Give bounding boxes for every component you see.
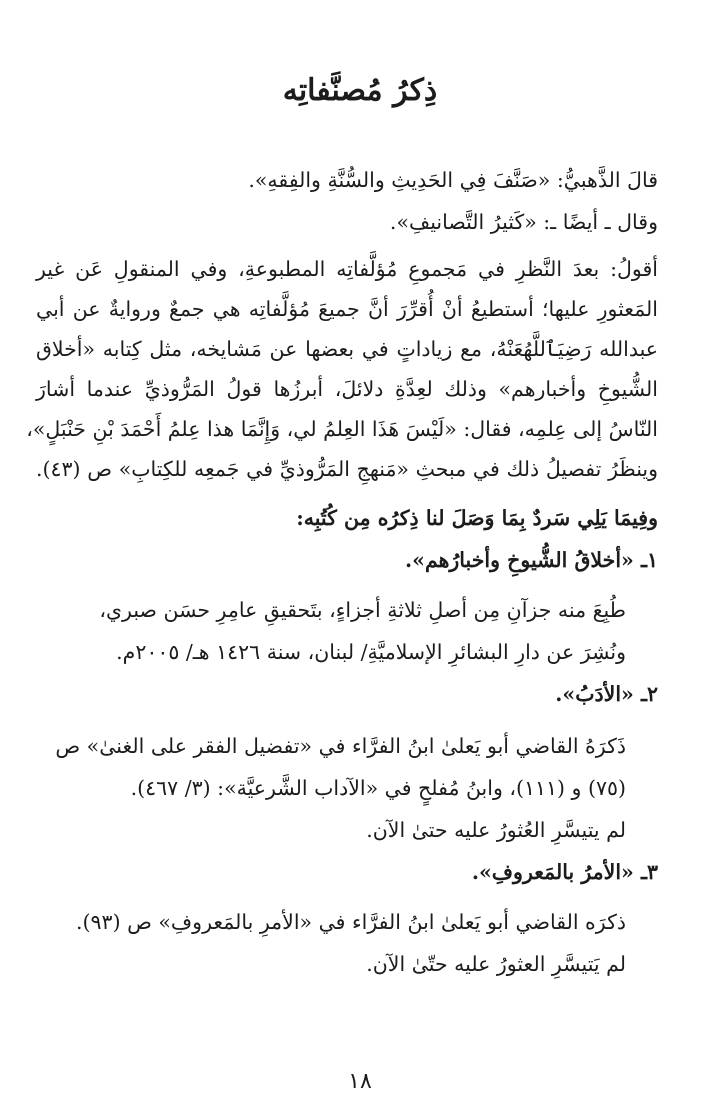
book-title-3: ٣ـ «الأمرُ بالمَعروفِ». [471,860,658,884]
text-line: أقولُ: بعدَ النَّظرِ في مَجموعِ مُؤلَّفاتِه المطبوعةِ، وفي المنقولِ عَن غير [36,257,658,281]
text-line: ذَكرَهُ القاضي أبو يَعلىٰ ابنُ الفرَّاء في «تفضيل الفقر على الغنىٰ» ص [55,734,626,758]
text-line: طُبِعَ منه جزآنِ مِن أصلِ ثلاثةِ أجزاءٍ، بتَحقيقِ عامِرِ حسَن صبري، [99,598,626,622]
text-line: النّاسُ إلى عِلمِه، فقال: «لَيْسَ هَذَا العِلمُ لي، وَإِنَّمَا هذا عِلمُ أَحْمَدَ بْنِ حَنْبَلٍ»، [26,417,658,441]
book-title-2: ٢ـ «الأدَبُ». [555,682,658,706]
text-line: (٧٥) و (١١١)، وابنُ مُفلحٍ في «الآداب الشَّرعيَّة»: (٣/ ٤٦٧). [130,776,626,800]
text-line: لم يَتيسَّرِ العثورُ عليه حتّىٰ الآن. [366,952,626,976]
text-line: عبدالله رَضِيَٱللَّهُعَنْهُ، مع زياداتٍ في بعضها عن مَشايخه، مثل كِتابه «أخلاق [36,337,658,361]
text-line: ونُشِرَ عن دارِ البشائرِ الإسلاميَّةِ/ لبنان، سنة ١٤٢٦ هـ/ ٢٠٠٥م. [116,640,626,664]
text-line: وينظَرُ تفصيلُ ذلك في مبحثِ «مَنهجِ المَرُّوذيِّ في جَمعِه للكِتابِ» ص (٤٣). [36,457,658,481]
page-number: ١٨ [348,1069,372,1094]
book-title-1: ١ـ «أخلاقُ الشُّيوخِ وأخبارُهم». [405,548,658,572]
text-line: ذكرَه القاضي أبو يَعلىٰ ابنُ الفرَّاء في «الأمرِ بالمَعروفِ» ص (٩٣). [76,910,626,934]
text-line: لم يتيسَّرِ العُثورُ عليه حتىٰ الآن. [366,818,626,842]
text-line: المَعثورِ عليها؛ أستطيعُ أنْ أُقرِّرَ أنَّ جميعَ مُؤلَّفاتِه هي جمعٌ وروايةٌ عن أبي [36,297,658,321]
chapter-heading: ذِكرُ مُصنَّفاتِه [282,73,438,108]
text-line: الشُّيوخِ وأخبارهم» وذلك لعِدَّةِ دلائلَ، أبرزُها قولُ المَرُّوذيِّ عندما أشارَ [36,377,658,401]
text-line: قالَ الذَّهبيُّ: «صَنَّفَ فِي الحَدِيثِ والسُّنَّةِ والفِقهِ». [248,168,658,192]
section-intro: وفِيمَا يَلِي سَردٌ بِمَا وَصَلَ لنا ذِكرُه مِن كُتُبِه: [296,506,658,530]
text-line: وقال ـ أيضًا ـ: «كَثيرُ التَّصانيفِ». [389,210,658,234]
